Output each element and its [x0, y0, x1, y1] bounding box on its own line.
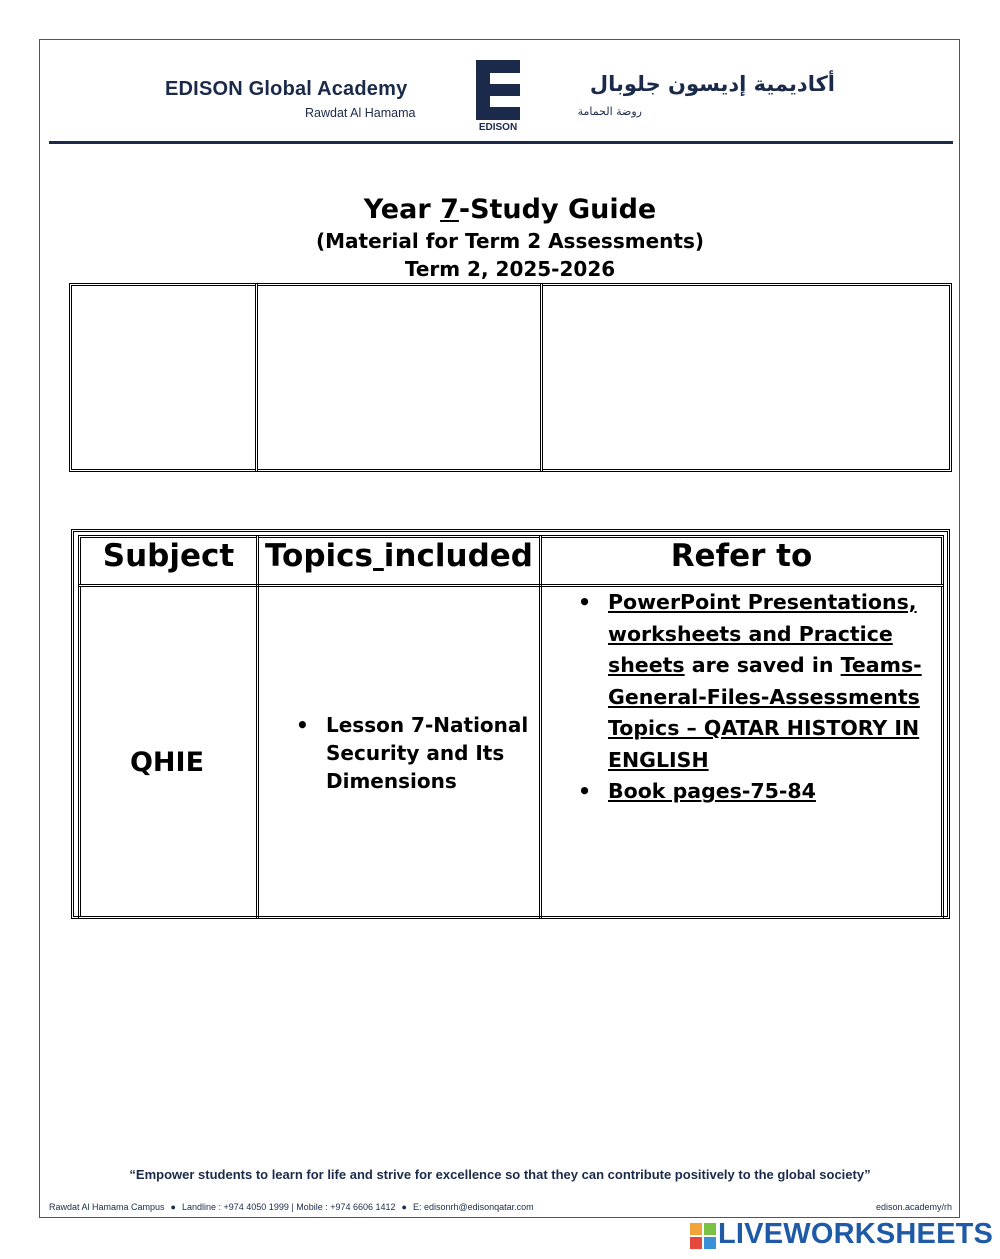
refer-list	[578, 587, 938, 808]
header-refer: Refer to	[670, 538, 813, 574]
empty-cell-3	[540, 283, 952, 472]
edison-logo-icon	[474, 60, 522, 120]
title-year: 7	[440, 194, 459, 225]
topics-list	[296, 711, 536, 795]
mission-statement: “Empower students to learn for life and strive for excellence so that they can contribute positively to the global society”	[129, 1167, 871, 1182]
liveworksheets-text: LIVEWORKSHEETS	[718, 1218, 994, 1250]
refer-item-resources	[578, 587, 938, 776]
empty-cell-1	[69, 283, 258, 472]
header-topics	[256, 538, 542, 574]
document-title	[0, 194, 1000, 225]
header-topics-word1: Topics	[265, 538, 373, 574]
footer-landline: Landline : +974 4050 1999	[181, 1202, 289, 1212]
footer-campus: Rawdat Al Hamama Campus	[49, 1202, 165, 1212]
refer-teams-path: Teams-General-Files-Assessments Topics – QATAR HISTORY IN ENGLISH	[608, 653, 922, 772]
contact-line: Rawdat Al Hamama Campus ● Landline : +974 4050 1999 | Mobile : +974 6606 1412 ● E: edisonrh@edisonqatar.com	[49, 1202, 534, 1212]
refer-item-book	[578, 776, 938, 808]
campus-name-en: Rawdat Al Hamama	[305, 106, 416, 120]
liveworksheets-watermark	[690, 1218, 994, 1252]
footer-mobile: Mobile : +974 6606 1412	[296, 1202, 396, 1212]
header-divider	[49, 141, 953, 144]
header-topics-word2: included	[383, 538, 533, 574]
title-prefix: Year	[363, 194, 441, 225]
topic-item: • Lesson 7-National Security and Its Dimensions	[296, 711, 536, 795]
school-name-ar: أكاديمية إديسون جلوبال	[589, 72, 835, 96]
refer-book-pages: Book pages-75-84	[608, 779, 816, 803]
subject-value: QHIE	[129, 747, 205, 778]
campus-name-ar: روضة الحمامة	[577, 105, 642, 118]
footer-website: edison.academy/rh	[875, 1202, 952, 1212]
header-subject: Subject	[102, 538, 235, 574]
footer-email: E: edisonrh@edisonqatar.com	[412, 1202, 534, 1212]
refer-resources-text: PowerPoint Presentations, worksheets and Practice sheets	[608, 590, 917, 677]
school-name-en: EDISON Global Academy	[165, 78, 408, 100]
logo-word: EDISON	[478, 122, 518, 133]
document-subtitle: (Material for Term 2 Assessments)	[316, 229, 704, 253]
empty-cell-2	[255, 283, 543, 472]
liveworksheets-grid-icon	[690, 1223, 716, 1249]
refer-saved-in-text: are saved in	[684, 653, 841, 677]
document-term: Term 2, 2025-2026	[404, 257, 616, 281]
title-suffix: -Study Guide	[458, 194, 657, 225]
